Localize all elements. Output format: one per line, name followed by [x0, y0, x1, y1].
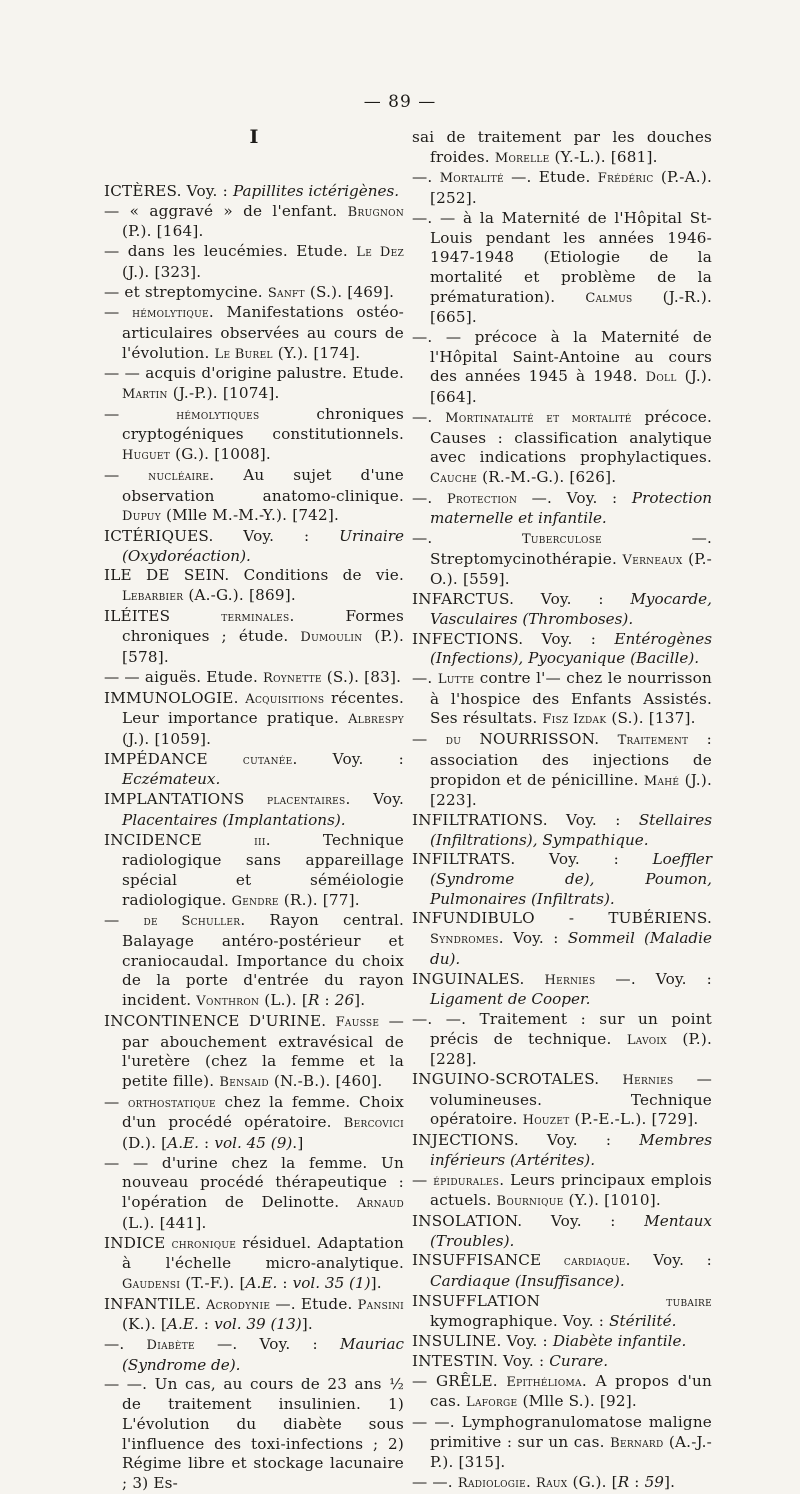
entry-text: chez la femme. Choix d'un procédé opératoire. [122, 1092, 404, 1132]
entry-text: —. — à la Maternité de l'Hôpital St-Louis pendant les années 1946-1947-1948 (Etiologie de la mortalité et problème de la prématuration). [412, 208, 712, 306]
index-entry [104, 1093, 404, 1154]
entry-text: . Au sujet d'une observation anatomo-clinique. [122, 465, 404, 505]
entry-text: — et streptomycine. [104, 282, 268, 301]
cross-reference: Protection maternelle et infantile. [430, 488, 712, 528]
index-entry [104, 607, 404, 668]
entry-text: (Y.). [174]. [272, 343, 361, 362]
author-or-subheading: Diabète [146, 1338, 195, 1354]
entry-text: INSOLATION. Voy. : [412, 1211, 645, 1230]
cross-reference: Sommeil (Maladie du). [430, 929, 712, 968]
author-or-subheading: Brugnon [347, 204, 404, 220]
entry-text: ILÉITES [104, 606, 222, 625]
entry-text: INSULINE. Voy. : [412, 1332, 553, 1351]
entry-text: (P.-E.-L.). [729]. [569, 1110, 699, 1129]
entry-text: (Mlle S.). [92]. [517, 1392, 637, 1411]
index-entry [104, 182, 404, 202]
entry-text: INFANTILE. [104, 1294, 206, 1313]
index-entry [412, 1212, 712, 1251]
entry-text: INDICE [104, 1233, 172, 1252]
cross-reference: Membres inférieurs (Artérites). [430, 1131, 712, 1169]
author-or-subheading: Mortinatalité et mortalité [445, 410, 632, 426]
entry-text: — [104, 465, 149, 484]
entry-text: chroniques cryptogéniques constitutionnels. [122, 404, 404, 444]
author-or-subheading: Fisz Izdak [542, 712, 607, 728]
cross-reference: Diabète infantile. [552, 1332, 687, 1351]
index-entry [412, 1010, 712, 1070]
index-column-right [412, 128, 712, 1494]
index-entry [412, 168, 712, 208]
author-or-subheading: Frédéric [597, 171, 654, 187]
entry-text: (Y.). [1010]. [563, 1191, 661, 1210]
author-or-subheading: Morelle [494, 150, 550, 166]
cross-reference: A.E. [167, 1134, 200, 1153]
author-or-subheading: Vonthron [196, 994, 260, 1010]
left-entries [104, 182, 404, 1494]
index-entry [104, 790, 404, 830]
entry-text: INFECTIONS. Voy. : [412, 629, 615, 648]
cross-reference: vol. 45 (9) [214, 1134, 293, 1153]
entry-text: . Voy. : [292, 749, 405, 768]
entry-text: . Voy. : [498, 929, 568, 948]
index-entry [104, 911, 404, 1012]
author-or-subheading: Bernard [610, 1435, 664, 1451]
author-or-subheading: Dupuy [122, 509, 161, 525]
entry-text: . Rayon central. Balayage antéro-postérieur et craniocaudal. Importance du choix de la porte d'entrée du rayon incident. [122, 911, 405, 1010]
index-entry [104, 1012, 404, 1093]
entry-text: — [104, 303, 133, 322]
entry-text: (S.). [469]. [304, 282, 395, 301]
cross-reference: Stellaires (Infiltrations), Sympathique. [430, 810, 712, 849]
entry-text: (T.-F.). [ [180, 1273, 246, 1292]
entry-text: — dans les leucémies. Etude. [104, 242, 357, 261]
index-entry [412, 811, 712, 850]
author-or-subheading: Bensaid [219, 1074, 269, 1090]
cross-reference: Urinaire (Oxydoréaction). [122, 526, 404, 565]
index-entry [412, 909, 712, 969]
author-or-subheading: Lutte [437, 671, 475, 687]
index-entry [412, 730, 712, 811]
entry-text: — [104, 911, 144, 930]
cross-reference: Eczémateux. [122, 770, 221, 789]
entry-text: — — d'urine chez la femme. Un nouveau procédé thérapeutique : l'opération de Delinotte. [104, 1153, 404, 1212]
entry-text: ]. [301, 1315, 313, 1334]
index-entry [104, 1295, 404, 1335]
author-or-subheading: Houzet [522, 1113, 570, 1129]
author-or-subheading: Cauche [430, 470, 478, 486]
entry-text: . A propos d'un cas. [430, 1371, 712, 1411]
right-entries [412, 128, 712, 1494]
entry-text: — [412, 730, 446, 749]
page-number: — 89 — [363, 92, 437, 112]
entry-text: contre l'— chez le nourrisson à l'hospice des Enfants Assistés. Ses résultats. [430, 668, 713, 728]
entry-text: (P.). [228]. [430, 1029, 712, 1069]
author-or-subheading: Bercovici [343, 1116, 404, 1132]
author-or-subheading: Le Dez [356, 245, 404, 261]
author-or-subheading: Fausse [335, 1014, 380, 1030]
author-or-subheading: épidurales [433, 1173, 500, 1189]
index-entry [104, 405, 404, 466]
author-or-subheading: Dumoulin [300, 630, 363, 646]
entry-text: (R.). [77]. [278, 890, 360, 909]
author-or-subheading: du [445, 733, 462, 749]
index-entry [412, 209, 712, 328]
entry-text: sai de traitement par les douches froides. [412, 128, 712, 166]
entry-text: — — aiguës. Etude. [104, 667, 264, 686]
entry-text: : [277, 1273, 293, 1292]
entry-text: — [104, 404, 177, 423]
author-or-subheading: Tuberculose [521, 532, 603, 548]
entry-text: ILE DE SEIN. Conditions de vie. [104, 566, 404, 585]
entry-text: INFILTRATIONS. Voy. : [412, 810, 639, 829]
author-or-subheading: hémolytique [132, 306, 209, 322]
author-or-subheading: Sanft [267, 285, 305, 301]
index-entry [412, 1131, 712, 1170]
entry-text: (P.). [164]. [122, 222, 204, 241]
author-or-subheading: Acquisitions [245, 691, 325, 707]
author-or-subheading: nucléaire [148, 468, 210, 484]
index-entry [412, 630, 712, 669]
entry-text: : [198, 1315, 215, 1334]
entry-text: (J.-P.). [1074]. [167, 384, 280, 403]
entry-text: résiduel. Adaptation à l'échelle micro-analytique. [122, 1233, 404, 1273]
author-or-subheading: Epithélioma [506, 1374, 582, 1390]
entry-text: IMMUNOLOGIE. [104, 688, 246, 707]
entry-text: IMPÉDANCE [104, 749, 243, 768]
author-or-subheading: Traitement [617, 733, 689, 749]
entry-text: —. [104, 1335, 147, 1354]
index-entry [412, 529, 712, 590]
entry-text: (A.-G.). [869]. [183, 586, 296, 605]
index-entry [104, 466, 404, 527]
entry-text: —. Voy. : [517, 488, 632, 507]
author-or-subheading: terminales [221, 609, 290, 625]
index-entry [104, 689, 404, 750]
entry-text: ]. [354, 991, 366, 1010]
author-or-subheading: Mortalité [439, 171, 504, 187]
index-entry [104, 364, 404, 404]
entry-text: —. —. Traitement : sur un point précis de technique. [412, 1009, 712, 1048]
author-or-subheading: Huguet [122, 448, 171, 464]
entry-text: (P.-O.). [559]. [430, 549, 712, 589]
entry-text: — [412, 1170, 434, 1189]
cross-reference: Cardiaque (Insuffisance). [430, 1272, 625, 1291]
entry-text: . Leurs principaux emplois actuels. [430, 1170, 712, 1210]
author-or-subheading: Pansini [357, 1297, 404, 1313]
author-or-subheading: Gendre [231, 893, 279, 909]
index-entry [412, 1332, 712, 1352]
entry-text: — —. Lymphogranulomatose maligne primitive : sur un cas. [412, 1413, 712, 1451]
author-or-subheading: Raux [536, 1476, 568, 1492]
index-entry [104, 242, 404, 282]
index-column-left [104, 128, 404, 1494]
index-entry [412, 128, 712, 168]
index-entry [412, 489, 712, 529]
author-or-subheading: Roynette [263, 670, 322, 686]
entry-text: (G.). [ [567, 1473, 618, 1492]
cross-reference: R [307, 991, 320, 1010]
author-or-subheading: Arnaud [356, 1196, 404, 1212]
entry-text: (S.). [83]. [321, 667, 402, 686]
index-entry [412, 1473, 712, 1494]
entry-text: (Mlle M.-M.-Y.). [742]. [160, 506, 340, 525]
cross-reference: vol. 35 (1) [292, 1273, 371, 1292]
index-entry [104, 1154, 404, 1234]
cross-reference: Papillites ictérigènes. [232, 182, 400, 200]
entry-text: (P.-A.). [252]. [430, 168, 712, 208]
index-entry [412, 669, 712, 730]
cross-reference: A.E. [245, 1273, 278, 1292]
index-entry [104, 566, 404, 606]
entry-text: INJECTIONS. Voy. : [412, 1131, 640, 1150]
index-entry [412, 1413, 712, 1473]
cross-reference: 59 [644, 1473, 664, 1492]
cross-reference: Curare. [549, 1351, 609, 1370]
entry-text: . Voy. [345, 790, 404, 809]
entry-text: (L.). [ [259, 991, 308, 1010]
entry-text: — volumineuses. Technique opératoire. [430, 1070, 712, 1129]
author-or-subheading: de Schuller [143, 914, 241, 930]
entry-text: — — acquis d'origine palustre. Etude. [104, 364, 404, 383]
author-or-subheading: chronique [171, 1236, 237, 1252]
entry-text: ICTÈRES. Voy. : [104, 182, 233, 200]
cross-reference: A.E. [167, 1315, 199, 1334]
index-entry [412, 408, 712, 489]
entry-text: NOURRISSON. [461, 730, 618, 749]
entry-text: ]. [370, 1273, 382, 1292]
entry-text: . Voy. : [625, 1251, 712, 1270]
author-or-subheading: Calmus [585, 290, 633, 306]
entry-text: ICTÉRIQUES. Voy. : [104, 526, 340, 545]
entry-text: INSUFFISANCE [412, 1251, 564, 1270]
entry-text: (J.). [1059]. [122, 729, 212, 748]
index-entry [104, 283, 404, 304]
cross-reference: Ligament de Cooper. [430, 990, 591, 1009]
entry-text: —. Voy. : [194, 1335, 340, 1354]
entry-text: . Manifestations ostéo-articulaires observées au cours de l'évolution. [122, 303, 405, 362]
author-or-subheading: hémolytiques [176, 407, 260, 423]
author-or-subheading: Gaudensi [122, 1276, 181, 1292]
cross-reference: Mauriac (Syndrome de). [122, 1335, 405, 1374]
entry-text: (J.). [664]. [430, 367, 712, 407]
entry-text: INGUINALES. [412, 969, 545, 988]
entry-text: ]. [663, 1473, 676, 1492]
entry-text: (L.). [441]. [122, 1213, 207, 1232]
author-or-subheading: cutanée [242, 752, 293, 768]
entry-text: —. [412, 407, 446, 426]
entry-text: (D.). [ [122, 1134, 168, 1153]
index-entry [104, 750, 404, 790]
entry-text: . Technique radiologique sans appareillage spécial et séméiologie radiologique. [122, 830, 404, 909]
entry-text: (S.). [137]. [606, 709, 696, 728]
index-entry [412, 328, 712, 408]
author-or-subheading: tubaire [666, 1294, 712, 1310]
index-entry [412, 1171, 712, 1212]
entry-text: —. Etude. [270, 1294, 358, 1313]
index-entry [104, 1234, 404, 1295]
entry-text: —. [412, 168, 440, 187]
entry-text: (J.). [223]. [430, 770, 712, 810]
index-entry [412, 970, 712, 1010]
author-or-subheading: placentaires [266, 793, 346, 809]
cross-reference: Stérilité. [609, 1312, 677, 1331]
entry-text: (J.-R.). [665]. [430, 287, 712, 327]
cross-reference: Placentaires (Implantations). [122, 810, 346, 829]
entry-text: — —. [412, 1473, 458, 1492]
author-or-subheading: Martin [122, 387, 168, 403]
entry-text: — GRÊLE. [412, 1371, 507, 1390]
index-entry [104, 1335, 404, 1375]
entry-text: —. Streptomycinothérapie. [430, 529, 712, 568]
index-entry [104, 668, 404, 689]
cross-reference: Myocarde, Vasculaires (Thromboses). [430, 590, 712, 628]
author-or-subheading: iii [254, 833, 266, 849]
entry-text: (N.-B.). [460]. [268, 1071, 383, 1090]
index-entry [412, 590, 712, 629]
entry-text: (J.). [323]. [122, 262, 202, 281]
entry-text: INFILTRATS. Voy. : [412, 850, 653, 869]
entry-text: —. Etude. [503, 168, 598, 187]
cross-reference: Loeffler (Syndrome de), Poumon, Pulmonaires (Infiltrats). [430, 850, 712, 908]
author-or-subheading: Lavoix [626, 1032, 667, 1048]
entry-text: précoce. Causes : classification analytique avec indications prophylactiques. [430, 407, 712, 467]
entry-text: (P.). [578]. [122, 627, 404, 667]
entry-text: —. Voy. : [595, 969, 712, 988]
index-entry [412, 1352, 712, 1372]
entry-text: INCIDENCE [104, 830, 255, 849]
cross-reference: 26 [334, 991, 355, 1010]
author-or-subheading: Radiologie [457, 1476, 526, 1492]
entry-text: INFARCTUS. Voy. : [412, 590, 631, 609]
entry-text: : [319, 991, 335, 1010]
cross-reference: Entérogènes (Infections), Pyocyanique (Bacille). [430, 629, 712, 668]
entry-text: : [629, 1473, 645, 1492]
entry-text: .] [292, 1134, 304, 1153]
author-or-subheading: cardiaque [563, 1254, 626, 1270]
author-or-subheading: Albrespy [348, 712, 404, 728]
index-entry [104, 303, 404, 364]
entry-text: —. — précoce à la Maternité de l'Hôpital Saint-Antoine au cours des années 1945 à 1948. [412, 328, 712, 386]
entry-text: INSUFFLATION [412, 1291, 667, 1310]
entry-text: kymographique. Voy. : [430, 1312, 610, 1331]
entry-text: INCONTINENCE D'URINE. [104, 1011, 336, 1030]
entry-text: — [104, 1092, 128, 1111]
entry-text: (G.). [1008]. [170, 445, 271, 464]
index-entry [104, 202, 404, 242]
entry-text: — « aggravé » de l'enfant. [104, 201, 348, 220]
entry-text: (Y.-L.). [681]. [549, 147, 658, 166]
author-or-subheading: Le Burel [214, 346, 273, 362]
cross-reference: vol. 39 (13) [214, 1315, 302, 1334]
author-or-subheading: Protection [446, 491, 518, 507]
entry-text: IMPLANTATIONS [104, 790, 267, 809]
author-or-subheading: Laforge [466, 1395, 518, 1411]
author-or-subheading: Acrodynie [205, 1297, 271, 1313]
author-or-subheading: Mahé [643, 773, 680, 789]
index-entry [412, 1292, 712, 1332]
index-entry [412, 1251, 712, 1291]
index-entry [412, 850, 712, 909]
index-entry [104, 1375, 404, 1493]
author-or-subheading: Doll [645, 370, 677, 386]
entry-text: INFUNDIBULO - TUBÉRIENS. [412, 909, 712, 928]
entry-text: —. [412, 488, 447, 507]
entry-text: : [199, 1134, 215, 1153]
author-or-subheading: Lebarbier [122, 589, 184, 605]
entry-text: — par abouchement extravésical de l'uretère (chez la femme et la petite fille). [122, 1011, 404, 1090]
cross-reference: R [617, 1473, 630, 1492]
entry-text: . [525, 1473, 537, 1492]
author-or-subheading: Hernies [622, 1073, 674, 1089]
entry-text: (K.). [ [122, 1315, 168, 1334]
entry-text: (A.-J.-P.). [315]. [430, 1432, 712, 1472]
entry-text: récentes. Leur importance pratique. [122, 688, 404, 728]
entry-text: : association des injections de propidon et de pénicilline. [430, 730, 712, 789]
section-letter: I [249, 126, 259, 148]
entry-text: INTESTIN. Voy. : [412, 1351, 550, 1370]
entry-text: . Formes chroniques ; étude. [122, 606, 404, 646]
author-or-subheading: orthostatique [127, 1095, 216, 1111]
index-entry [412, 1372, 712, 1413]
author-or-subheading: Hernies [544, 972, 596, 988]
index-entry [412, 1070, 712, 1131]
index-entry [104, 527, 404, 566]
entry-text: —. [412, 668, 438, 687]
author-or-subheading: Bournique [496, 1194, 564, 1210]
entry-text: (R.-M.-G.). [626]. [477, 467, 617, 486]
author-or-subheading: Verneaux [622, 552, 683, 568]
entry-text: —. [412, 529, 522, 548]
entry-text: — —. Un cas, au cours de 23 ans ½ de traitement insulinien. 1) L'évolution du diabète sous l'influence des toxi-infections ; 2) Régime libre et stockage lacunaire ; 3) Es- [104, 1375, 404, 1492]
author-or-subheading: Syndromes [430, 932, 499, 948]
cross-reference: Mentaux (Troubles). [430, 1211, 712, 1250]
entry-text: INGUINO-SCROTALES. [412, 1070, 623, 1089]
index-entry [104, 831, 404, 912]
